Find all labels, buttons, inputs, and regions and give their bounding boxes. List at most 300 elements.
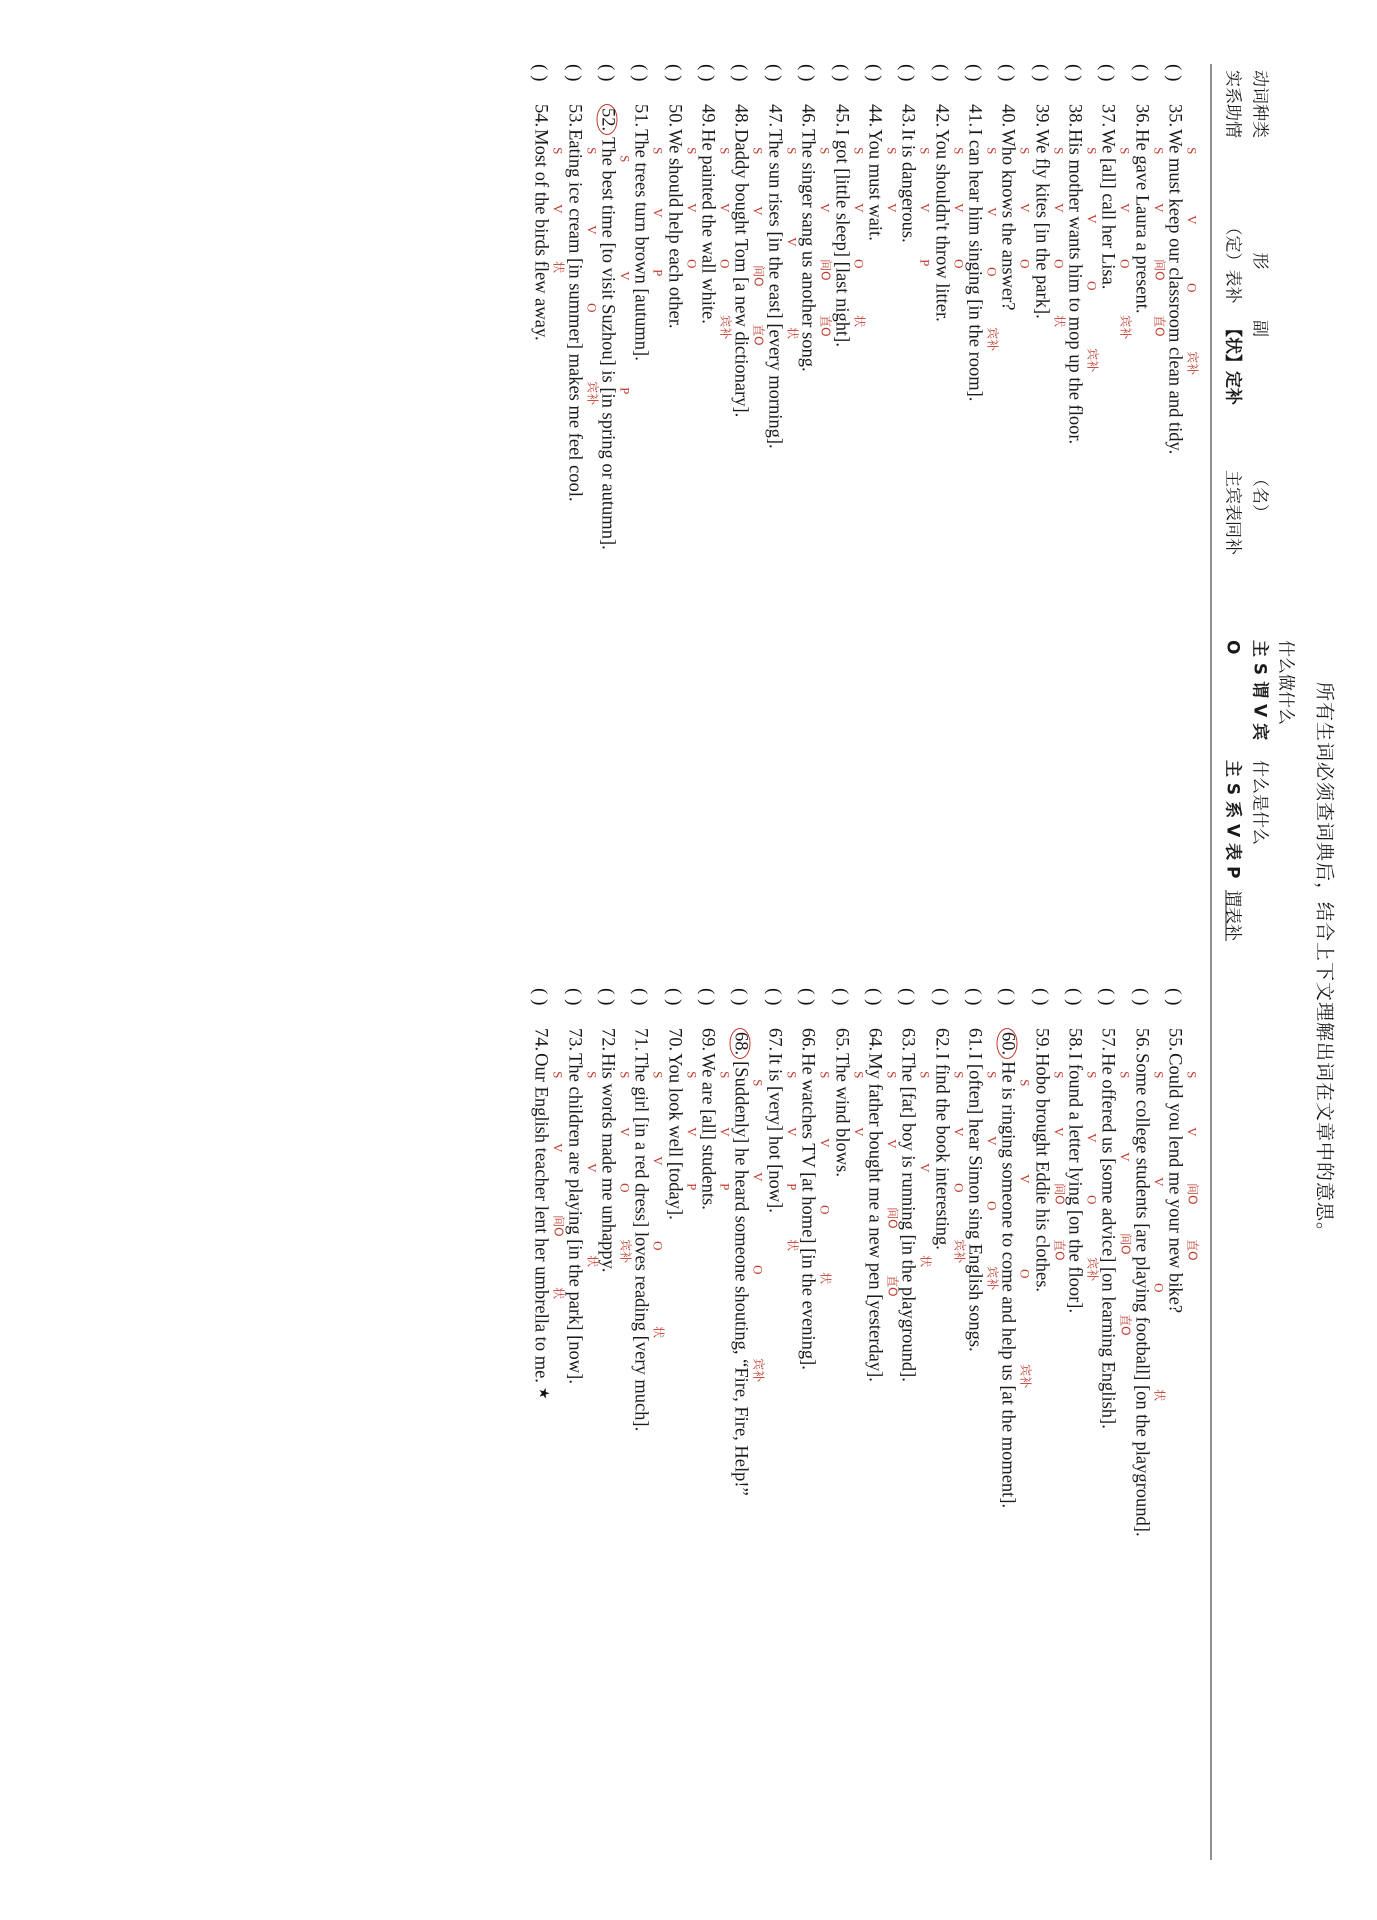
handwritten-annotation: 直O	[818, 315, 833, 337]
item-sentence: The best time [to visit Suzhou] is [in spring or autumn]. S V P	[597, 137, 633, 550]
handwritten-annotation: 宾补	[718, 315, 733, 340]
handwritten-annotation: 直O	[1118, 1314, 1133, 1336]
exercise-item	[629, 64, 666, 944]
handwritten-annotation: P	[683, 1183, 699, 1191]
exercise-item	[962, 988, 999, 1842]
item-number: 69.	[697, 1028, 718, 1052]
handwritten-annotation: 状	[551, 261, 566, 274]
exercise-item	[1129, 64, 1166, 944]
handwritten-annotation: V	[817, 203, 833, 213]
star-mark: ★	[535, 1386, 551, 1400]
handwritten-annotation: P	[650, 269, 666, 277]
handwritten-annotation: V	[1083, 214, 1099, 224]
exercise-item	[1029, 64, 1066, 944]
handwritten-annotation: 间O	[884, 1207, 899, 1229]
item-number: 70.	[663, 1028, 684, 1052]
item-number: 36.	[1130, 104, 1151, 128]
handwritten-annotation: 间O	[1118, 1233, 1133, 1255]
exercise-item	[1062, 64, 1099, 944]
item-number: 44.	[863, 104, 884, 128]
handwritten-annotation: S	[850, 1071, 866, 1079]
item-number: 63.	[897, 1028, 918, 1052]
item-sentence: I [often] hear Simon sing English songs. S V O 宾补	[963, 1053, 999, 1352]
handwritten-annotation: S	[1050, 147, 1066, 155]
handwritten-annotation: S	[1083, 1071, 1099, 1079]
item-number: 60.	[996, 1028, 1017, 1061]
item-sentence: The wind blows. S V	[830, 1053, 866, 1177]
answer-blank-parenthesis[interactable]: ( )	[1129, 64, 1151, 82]
item-number: 54.	[530, 104, 551, 128]
item-number: 39.	[1030, 104, 1051, 128]
handwritten-annotation: S	[717, 147, 733, 155]
exercise-item	[962, 64, 999, 944]
exercise-item	[795, 64, 833, 944]
exercise-item	[562, 64, 599, 944]
handwritten-annotation: V	[683, 203, 699, 213]
handwritten-annotation: V	[983, 207, 999, 217]
exercise-item	[662, 64, 699, 944]
handwritten-annotation: S	[783, 147, 799, 155]
exercise-item	[1095, 64, 1133, 944]
answer-blank-parenthesis[interactable]: ( )	[896, 988, 918, 1006]
item-number: 59.	[1030, 1028, 1051, 1052]
item-sentence: The children are playing [in the park] [now]. S V 状	[563, 1053, 599, 1384]
item-sentence: I got [little sleep] [last night]. S V O 状	[830, 129, 866, 347]
answer-blank-parenthesis[interactable]: ( )	[529, 988, 551, 1006]
answer-blank-parenthesis[interactable]: ( )	[929, 64, 951, 82]
item-number: 67.	[763, 1028, 784, 1052]
exercise-item	[729, 988, 766, 1842]
handwritten-annotation: 状	[651, 1326, 666, 1339]
handwritten-annotation: O	[750, 1265, 766, 1275]
exercise-item	[929, 64, 966, 944]
answer-blank-parenthesis[interactable]: ( )	[1129, 988, 1151, 1006]
answer-blank-parenthesis[interactable]: ( )	[962, 988, 984, 1006]
handwritten-annotation: S	[917, 1071, 933, 1079]
handwritten-annotation: 直O	[751, 324, 766, 346]
handwritten-annotation: V	[1017, 203, 1033, 213]
handwritten-annotation: P	[717, 1183, 733, 1191]
handwritten-annotation: 宾补	[618, 1239, 633, 1264]
exercise-item	[829, 988, 866, 1842]
answer-blank-parenthesis[interactable]: ( )	[696, 988, 718, 1006]
item-number: 37.	[1097, 104, 1118, 128]
handwritten-annotation: V	[717, 1127, 733, 1137]
item-sentence: Most of the birds flew away. S V 状	[530, 129, 566, 341]
exercise-item	[695, 988, 733, 1842]
item-sentence: My father bought me a new pen [yesterday]. S V 间O 直O	[863, 1053, 899, 1382]
item-number: 47.	[763, 104, 784, 128]
answer-blank-parenthesis[interactable]: ( )	[562, 64, 584, 82]
exercise-item	[862, 64, 899, 944]
handwritten-annotation: 状	[851, 315, 866, 328]
answer-blank-parenthesis[interactable]: ( )	[629, 64, 651, 82]
handwritten-annotation: V	[750, 206, 766, 216]
exercise-body	[94, 64, 1199, 1860]
exercise-item	[562, 988, 599, 1842]
answer-blank-parenthesis[interactable]: ( )	[729, 64, 751, 82]
handwritten-annotation: V	[950, 203, 966, 213]
handwritten-annotation: S	[983, 147, 999, 155]
answer-blank-parenthesis[interactable]: ( )	[1096, 64, 1118, 82]
item-sentence: The trees turn brown [autumn]. S V P	[630, 129, 666, 361]
item-sentence: His words made me unhappy. S V O 宾补	[597, 1053, 633, 1273]
handwritten-annotation: O	[1117, 259, 1133, 269]
handwritten-annotation: S	[950, 1071, 966, 1079]
item-sentence: It is [very] hot [now]. S V P 状	[763, 1053, 799, 1252]
handwritten-annotation: 状	[784, 327, 799, 340]
item-number: 65.	[830, 1028, 851, 1052]
item-number: 38.	[1063, 104, 1084, 128]
handwritten-annotation: 间O	[551, 1215, 566, 1237]
handwritten-annotation: V	[1117, 203, 1133, 213]
handwritten-annotation: O	[983, 267, 999, 277]
handwritten-annotation: V	[850, 203, 866, 213]
handwritten-annotation: V	[917, 203, 933, 213]
handwritten-annotation: S	[750, 147, 766, 155]
handwritten-annotation: S	[883, 1071, 899, 1079]
item-sentence: I found a letter lying [on the floor]. S V O 宾补	[1063, 1053, 1099, 1314]
item-sentence: He painted the wall white. S V O 宾补	[697, 129, 733, 340]
handwritten-annotation: O	[1183, 283, 1199, 293]
item-number: 41.	[963, 104, 984, 128]
item-number: 51.	[630, 104, 651, 128]
handwritten-annotation: V	[1150, 203, 1166, 213]
handwritten-annotation: S	[783, 1071, 799, 1079]
handwritten-annotation: S	[1050, 1071, 1066, 1079]
handwritten-annotation: S	[550, 1071, 566, 1079]
legend-col-svo: 什么做什么 主 S 谓 V 宾 O	[1222, 640, 1295, 741]
handwritten-annotation: 状	[918, 1255, 933, 1268]
item-sentence: We must keep our classroom clean and tidy. S V O 宾补	[1163, 129, 1199, 455]
handwritten-annotation: V	[1083, 1133, 1099, 1143]
handwritten-annotation: P	[783, 1183, 799, 1191]
item-sentence: The sun rises [in the east] [every morning]. S V 状	[763, 129, 799, 449]
handwritten-annotation: S	[1183, 147, 1199, 155]
item-number: 48.	[730, 104, 751, 128]
item-sentence: Some college students [are playing football] [on the playground]. S V O 状	[1130, 1053, 1166, 1537]
exercise-item	[895, 988, 933, 1842]
item-sentence: Our English teacher lent her umbrella to me. S V 间O 状	[530, 1053, 566, 1383]
answer-blank-parenthesis[interactable]: ( )	[929, 988, 951, 1006]
exercise-item	[695, 64, 733, 944]
exercise-item	[595, 64, 633, 944]
handwritten-annotation: V	[817, 1138, 833, 1148]
handwritten-annotation: O	[950, 1183, 966, 1193]
handwritten-annotation: O	[1050, 259, 1066, 269]
item-sentence: He gave Laura a present. S V 间O 直O	[1130, 129, 1166, 337]
exercise-column-left	[94, 64, 1199, 962]
item-sentence: You look well [today]. S V P	[663, 1053, 699, 1220]
handwritten-annotation: V	[783, 237, 799, 247]
item-number: 43.	[897, 104, 918, 128]
handwritten-annotation: V	[617, 1127, 633, 1137]
item-sentence: Could you lend me your new bike? S V 间O 直O	[1163, 1053, 1199, 1314]
answer-blank-parenthesis[interactable]: ( )	[1096, 988, 1118, 1006]
handwritten-annotation: V	[650, 208, 666, 218]
exercise-item	[662, 988, 699, 1842]
handwritten-annotation: O	[683, 259, 699, 269]
item-number: 40.	[997, 104, 1018, 128]
handwritten-annotation: V	[783, 1127, 799, 1137]
handwritten-annotation: V	[550, 1143, 566, 1153]
handwritten-annotation: 宾补	[751, 1358, 766, 1383]
handwritten-annotation: 宾补	[984, 1266, 999, 1291]
item-sentence: The singer sang us another song. S V 间O 直O	[797, 129, 833, 372]
item-number: 46.	[797, 104, 818, 128]
handwritten-annotation: 状	[784, 1239, 799, 1252]
handwritten-annotation: S	[717, 1071, 733, 1079]
item-number: 56.	[1130, 1028, 1151, 1052]
handwritten-annotation: V	[883, 1139, 899, 1149]
answer-blank-parenthesis[interactable]: ( )	[996, 64, 1018, 82]
item-sentence: You shouldn't throw litter. S V O	[930, 129, 966, 322]
handwritten-annotation: S	[617, 1071, 633, 1079]
handwritten-annotation: S	[583, 1071, 599, 1079]
item-number: 45.	[830, 104, 851, 128]
handwritten-annotation: V	[1117, 1152, 1133, 1162]
handwritten-annotation: S	[1017, 1079, 1033, 1087]
item-sentence: We fly kites [in the park]. S V O 状	[1030, 129, 1066, 328]
handwritten-annotation: V	[1150, 1177, 1166, 1187]
handwritten-annotation: O	[1083, 1195, 1099, 1205]
exercise-item	[762, 988, 799, 1842]
handwritten-annotation: V	[917, 1163, 933, 1173]
exercise-item	[995, 988, 1033, 1842]
exercise-item	[1162, 64, 1199, 944]
handwritten-annotation: V	[750, 1172, 766, 1182]
handwritten-annotation: S	[750, 1079, 766, 1087]
handwritten-annotation: S	[817, 1071, 833, 1079]
exercise-item	[895, 64, 933, 944]
handwritten-annotation: 间O	[1184, 1183, 1199, 1205]
exercise-item	[929, 988, 966, 1842]
exercise-item	[829, 64, 866, 944]
handwritten-annotation: S	[617, 155, 633, 163]
handwritten-annotation: S	[650, 147, 666, 155]
exercise-item	[529, 64, 566, 944]
answer-blank-parenthesis[interactable]: ( )	[829, 988, 851, 1006]
exercise-item	[1095, 988, 1133, 1842]
handwritten-annotation: 宾补	[984, 327, 999, 352]
answer-blank-parenthesis[interactable]: ( )	[1162, 64, 1184, 82]
handwritten-annotation: S	[650, 1071, 666, 1079]
answer-blank-parenthesis[interactable]: ( )	[529, 64, 551, 82]
exercise-item	[595, 988, 633, 1842]
legend-col-predicative: 谓表补	[1222, 890, 1243, 941]
handwritten-annotation: P	[617, 387, 633, 395]
handwritten-annotation: V	[1017, 1174, 1033, 1184]
handwritten-annotation: 宾补	[1084, 1257, 1099, 1282]
legend-col-adverb: 副 【状】定补	[1222, 320, 1269, 405]
item-sentence: The [fat] boy is running [in the playground]. S V 状	[897, 1053, 933, 1382]
handwritten-annotation: S	[1117, 147, 1133, 155]
legend-col-noun: （名） 主宾表同补	[1222, 470, 1269, 555]
item-sentence: It is dangerous. S V P	[897, 129, 933, 267]
item-sentence: Eating ice cream [in summer] makes me feel cool. S V O 宾补	[563, 129, 599, 502]
item-number: 68.	[729, 1028, 750, 1061]
item-number: 58.	[1063, 1028, 1084, 1052]
handwritten-annotation: S	[1083, 147, 1099, 155]
handwritten-annotation: V	[683, 1127, 699, 1137]
handwritten-annotation: S	[950, 147, 966, 155]
item-number: 66.	[797, 1028, 818, 1052]
handwritten-annotation: V	[617, 271, 633, 281]
item-sentence: He offered us [some advice] [on learning English]. S V 间O 直O	[1097, 1053, 1133, 1429]
item-sentence: The girl [in a red dress] loves reading [very much]. S V O 状	[630, 1053, 666, 1432]
item-number: 73.	[563, 1028, 584, 1052]
answer-blank-parenthesis[interactable]: ( )	[662, 64, 684, 82]
answer-blank-parenthesis[interactable]: ( )	[829, 64, 851, 82]
handwritten-annotation: V	[1050, 1127, 1066, 1137]
item-sentence: His mother wants him to mop up the floor. S V O 宾补	[1063, 129, 1099, 445]
exercise-item	[1029, 988, 1066, 1842]
answer-blank-parenthesis[interactable]: ( )	[1062, 64, 1084, 82]
handwritten-annotation: O	[1150, 1283, 1166, 1293]
handwritten-annotation: 状	[584, 1255, 599, 1268]
handwritten-annotation: O	[1017, 1269, 1033, 1279]
handwritten-annotation: O	[817, 1205, 833, 1215]
handwritten-annotation: 直O	[1184, 1239, 1199, 1261]
handwritten-annotation: V	[1050, 203, 1066, 213]
item-sentence: We are [all] students. S V P	[697, 1053, 733, 1210]
handwritten-annotation: 直O	[1051, 1239, 1066, 1261]
exercise-item	[1129, 988, 1166, 1842]
item-number: 52.	[596, 104, 617, 137]
handwritten-annotation: 状	[1051, 315, 1066, 328]
page-title: 所有生词必须查词典后，结合上下文理解出词在文章中的意思。	[1313, 681, 1335, 1242]
answer-blank-parenthesis[interactable]: ( )	[862, 988, 884, 1006]
item-sentence: Who knows the answer? S V O	[997, 129, 1033, 311]
handwritten-annotation: 宾补	[1118, 315, 1133, 340]
exercise-item	[1062, 988, 1099, 1842]
handwritten-annotation: 状	[551, 1287, 566, 1300]
answer-blank-parenthesis[interactable]: ( )	[729, 988, 751, 1006]
handwritten-annotation: 间O	[751, 265, 766, 287]
exercise-item	[629, 988, 666, 1842]
item-number: 55.	[1163, 1028, 1184, 1052]
handwritten-annotation: O	[1083, 281, 1099, 291]
exercise-item	[729, 64, 766, 944]
handwritten-annotation: V	[883, 203, 899, 213]
item-number: 35.	[1163, 104, 1184, 128]
answer-blank-parenthesis[interactable]: ( )	[1062, 988, 1084, 1006]
answer-blank-parenthesis[interactable]: ( )	[562, 988, 584, 1006]
item-sentence: Hobo brought Eddie his clothes. S V 间O 直O	[1030, 1053, 1066, 1293]
handwritten-annotation: V	[583, 1163, 599, 1173]
legend-col-adjective: 形 （定）表补	[1222, 218, 1269, 304]
handwritten-annotation: V	[1183, 215, 1199, 225]
handwritten-annotation: 间O	[818, 259, 833, 281]
answer-blank-parenthesis[interactable]: ( )	[1029, 988, 1051, 1006]
handwritten-annotation: S	[1150, 1071, 1166, 1079]
handwritten-annotation: P	[917, 259, 933, 267]
item-sentence: We [all] call her Lisa. S V O 宾补	[1097, 129, 1133, 340]
answer-blank-parenthesis[interactable]: ( )	[596, 64, 618, 82]
handwritten-annotation: 宾补	[951, 1239, 966, 1264]
handwritten-annotation: 宾补	[1184, 351, 1199, 376]
handwritten-annotation: V	[583, 225, 599, 235]
handwritten-annotation: O	[617, 1183, 633, 1193]
answer-blank-parenthesis[interactable]: ( )	[996, 988, 1018, 1006]
handwritten-annotation: O	[1017, 259, 1033, 269]
header-legend	[1219, 64, 1298, 1860]
item-number: 42.	[930, 104, 951, 128]
handwritten-annotation: 状	[818, 1272, 833, 1285]
handwritten-annotation: S	[983, 1071, 999, 1079]
item-number: 64.	[863, 1028, 884, 1052]
item-sentence: We should help each other. S V O	[663, 129, 699, 329]
item-sentence: I can hear him singing [in the room]. S V O 宾补	[963, 129, 999, 402]
legend-col-verb-type: 动词种类 实系助情	[1222, 70, 1269, 138]
handwritten-annotation: 间O	[1051, 1183, 1066, 1205]
item-number: 62.	[930, 1028, 951, 1052]
handwritten-annotation: S	[917, 147, 933, 155]
handwritten-annotation: V	[983, 1136, 999, 1146]
item-sentence: I find the book interesting. S V O 宾补	[930, 1053, 966, 1264]
answer-blank-parenthesis[interactable]: ( )	[1162, 988, 1184, 1006]
handwritten-annotation: S	[883, 147, 899, 155]
answer-blank-parenthesis[interactable]: ( )	[596, 988, 618, 1006]
answer-blank-parenthesis[interactable]: ( )	[796, 64, 818, 82]
handwritten-annotation: S	[1117, 1071, 1133, 1079]
exercise-column-right	[94, 962, 1199, 1860]
handwritten-annotation: 宾补	[1084, 348, 1099, 373]
exercise-item	[762, 64, 799, 944]
exercise-item	[1162, 988, 1199, 1842]
handwritten-annotation: O	[850, 259, 866, 269]
answer-blank-parenthesis[interactable]: ( )	[862, 64, 884, 82]
item-sentence: [Suddenly] he heard someone shouting, “Fire, Fire, Help!” S V O 宾补	[730, 1061, 766, 1496]
handwritten-annotation: 直O	[1151, 315, 1166, 337]
handwritten-annotation: S	[683, 147, 699, 155]
header-divider	[1210, 64, 1211, 1860]
handwritten-annotation: S	[683, 1071, 699, 1079]
exercise-item	[529, 988, 566, 1842]
item-number: 61.	[963, 1028, 984, 1052]
handwritten-annotation: 间O	[1151, 259, 1166, 281]
handwritten-annotation: O	[583, 303, 599, 313]
answer-blank-parenthesis[interactable]: ( )	[662, 988, 684, 1006]
item-number: 53.	[563, 104, 584, 128]
item-sentence: He watches TV [at home] [in the evening]. S V O 状	[797, 1053, 833, 1370]
answer-blank-parenthesis[interactable]: ( )	[762, 64, 784, 82]
handwritten-annotation: V	[650, 1156, 666, 1166]
item-sentence: He is ringing someone to come and help us [at the moment]. S V O 宾补	[997, 1061, 1033, 1509]
handwritten-annotation: S	[817, 147, 833, 155]
item-sentence: You must wait. S V	[863, 129, 899, 241]
handwritten-annotation: V	[1183, 1127, 1199, 1137]
exercise-item	[862, 988, 899, 1842]
answer-blank-parenthesis[interactable]: ( )	[629, 988, 651, 1006]
handwritten-annotation: V	[550, 204, 566, 214]
handwritten-annotation: O	[717, 259, 733, 269]
exercise-item	[795, 988, 833, 1842]
handwritten-annotation: O	[950, 259, 966, 269]
handwritten-annotation: O	[983, 1201, 999, 1211]
handwritten-annotation: S	[1150, 147, 1166, 155]
answer-blank-parenthesis[interactable]: ( )	[896, 64, 918, 82]
answer-blank-parenthesis[interactable]: ( )	[1029, 64, 1051, 82]
answer-blank-parenthesis[interactable]: ( )	[962, 64, 984, 82]
handwritten-annotation: S	[1183, 1071, 1199, 1079]
handwritten-annotation: S	[1017, 147, 1033, 155]
answer-blank-parenthesis[interactable]: ( )	[796, 988, 818, 1006]
item-number: 49.	[697, 104, 718, 128]
answer-blank-parenthesis[interactable]: ( )	[762, 988, 784, 1006]
answer-blank-parenthesis[interactable]: ( )	[696, 64, 718, 82]
item-number: 50.	[663, 104, 684, 128]
